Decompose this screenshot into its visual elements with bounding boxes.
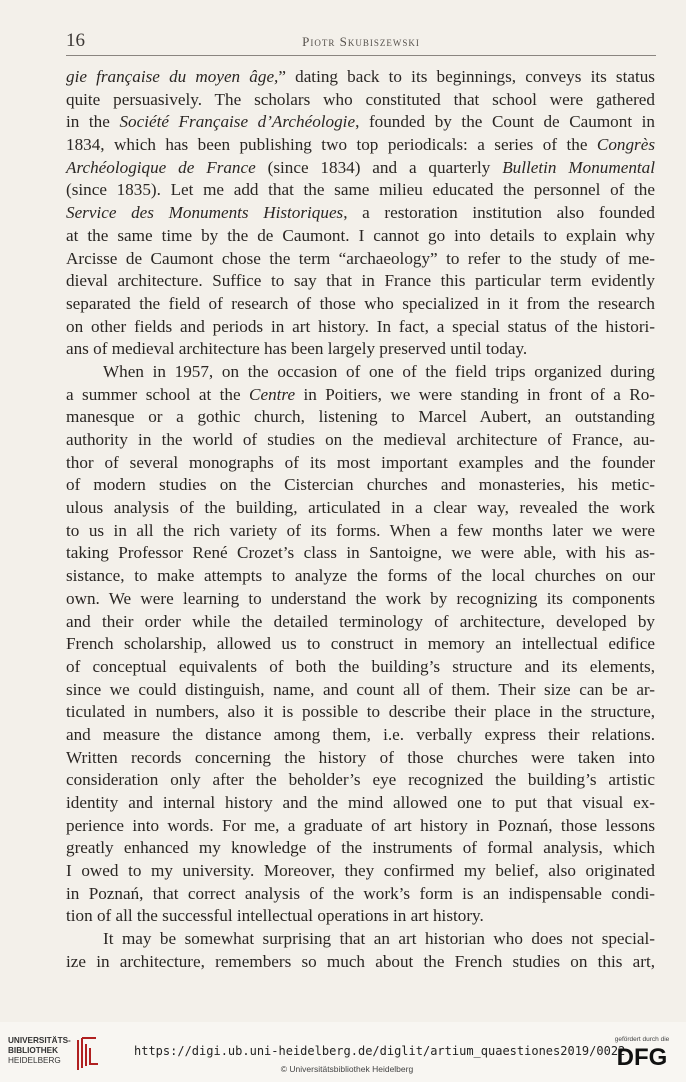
text-line: (since 1835). Let me add that the same milieu educated the personnel of the — [66, 180, 655, 200]
text-line: at the same time by the de Caumont. I cannot go into details to explain why — [66, 225, 655, 245]
text-line — [66, 134, 655, 157]
text-line: and their order while the detailed terminology of architecture, developed by — [66, 611, 655, 631]
text-line: authority in the world of studies on the medieval architecture of France, au- — [66, 430, 655, 449]
dfg-funding-logo[interactable] — [606, 1036, 678, 1071]
text-line: own. We were learning to understand the work by recognizing its components — [66, 588, 655, 608]
italic-text: Société Française d’Archéologie — [119, 112, 356, 132]
text-line: in Poznań, that correct analysis of the work’s form is an indispensable condi- — [66, 883, 655, 903]
page-number: 16 — [66, 30, 85, 51]
text-line — [66, 111, 655, 134]
footer — [0, 1022, 686, 1082]
italic-text: Archéologique de France — [66, 157, 256, 177]
library-logo[interactable] — [8, 1036, 120, 1072]
italic-text: Bulletin Monumental — [502, 157, 655, 177]
text-line: since we could distinguish, name, and count all of them. Their size can be ar- — [66, 679, 655, 699]
italic-text: Congrès — [596, 135, 655, 155]
text-line: dieval architecture. Suffice to say that in France this particular term evidently — [66, 271, 655, 291]
text-line — [66, 202, 655, 225]
text-run: ” dating back to its beginnings, conveys its status — [278, 67, 655, 86]
text-run: , founded by the Count de Caumont in — [355, 112, 656, 132]
library-name-line: HEIDELBERG — [8, 1056, 61, 1065]
body-text — [66, 66, 655, 974]
dfg-logo-icon: DFG — [616, 1044, 668, 1071]
text-line: ulous analysis of the building, articulated in a clear way, revealed the work — [66, 498, 655, 518]
text-line: ticulated in numbers, also it is possible to describe their place in the structure, — [66, 702, 655, 722]
text-line: ize in architecture, remembers so much about the French studies on this art, — [66, 951, 655, 971]
copyright-notice: © Universitätsbibliothek Heidelberg — [280, 1064, 414, 1074]
text-line: on other fields and periods in art history. In fact, a special status of the histori- — [66, 316, 655, 336]
text-line: greatly enhanced my knowledge of the instruments of formal analysis, which — [66, 838, 655, 858]
text-line: manesque or a gothic church, listening to Marcel Aubert, an outstanding — [66, 407, 655, 427]
permalink-url[interactable]: https://digi.ub.uni-heidelberg.de/diglit/artium_quaestiones2019/0022 — [134, 1044, 626, 1058]
text-line: to us in all the rich variety of its forms. When a few months later we were — [66, 520, 655, 540]
text-line: ans of medieval architecture has been largely preserved until today. — [66, 339, 528, 359]
text-line: separated the field of research of those who specialized in it from the research — [66, 293, 655, 313]
text-run: 1834, which has been publishing two top periodicals: a series of the — [66, 135, 597, 155]
library-emblem-icon — [72, 1036, 102, 1072]
text-line: It may be somewhat surprising that an art historian who does not special- — [103, 929, 655, 949]
text-run: a summer school at the — [66, 384, 250, 404]
italic-text: Centre — [249, 384, 296, 404]
text-line: of modern studies on the Cistercian churches and monasteries, his metic- — [66, 475, 655, 495]
text-line: consideration only after the beholder’s eye recognized the building’s artistic — [66, 770, 655, 790]
text-line: Written records concerning the history of those churches were taken into — [66, 747, 655, 767]
library-name — [8, 1036, 71, 1066]
text-line: Arcisse de Caumont chose the term “archaeology” to refer to the study of me- — [66, 248, 655, 268]
text-line: French scholarship, allowed us to construct in memory an intellectual edifice — [66, 634, 655, 654]
funded-by-label: gefördert durch die — [614, 1036, 670, 1043]
text-line — [66, 157, 655, 180]
italic-text: gie française du moyen âge, — [66, 67, 279, 86]
text-line: When in 1957, on the occasion of one of the field trips organized during — [103, 361, 655, 381]
text-line: taking Professor René Crozet’s class in Santoigne, we were able, with his as- — [66, 543, 655, 563]
text-line: tion of all the successful intellectual operations in art history. — [66, 906, 484, 926]
page-header — [66, 30, 656, 56]
header-rule — [66, 55, 656, 56]
text-line: I owed to my university. Moreover, they confirmed my belief, also originated — [66, 861, 655, 881]
running-head: Piotr Skubiszewski — [302, 34, 420, 49]
text-line: sistance, to make attempts to analyze the forms of the local churches on our — [66, 566, 655, 586]
text-line — [66, 384, 655, 407]
text-run: (since 1834) and a quarterly — [255, 157, 503, 177]
text-line: identity and internal history and the mind allowed one to put that visual ex- — [66, 793, 655, 812]
text-line — [66, 66, 655, 89]
text-line: quite persuasively. The scholars who constituted that school were gathered — [66, 89, 655, 109]
text-run: in the — [66, 112, 120, 132]
text-line: perience into words. For me, a graduate of art history in Poznań, those lessons — [66, 815, 655, 835]
text-line: thor of several monographs of its most important examples and the founder — [66, 452, 655, 472]
text-line: of conceptual equivalents of both the building’s structure and its elements, — [66, 656, 655, 676]
library-name-line: UNIVERSITÄTS- — [8, 1036, 71, 1045]
text-run: in Poitiers, we were standing in front of a Ro- — [295, 384, 655, 404]
library-name-line: BIBLIOTHEK — [8, 1046, 59, 1055]
text-line: and measure the distance among them, i.e. verbally express their relations. — [66, 724, 655, 744]
italic-text: Service des Monuments Historiques — [66, 203, 344, 223]
text-run: , a restoration institution also founded — [343, 203, 656, 223]
